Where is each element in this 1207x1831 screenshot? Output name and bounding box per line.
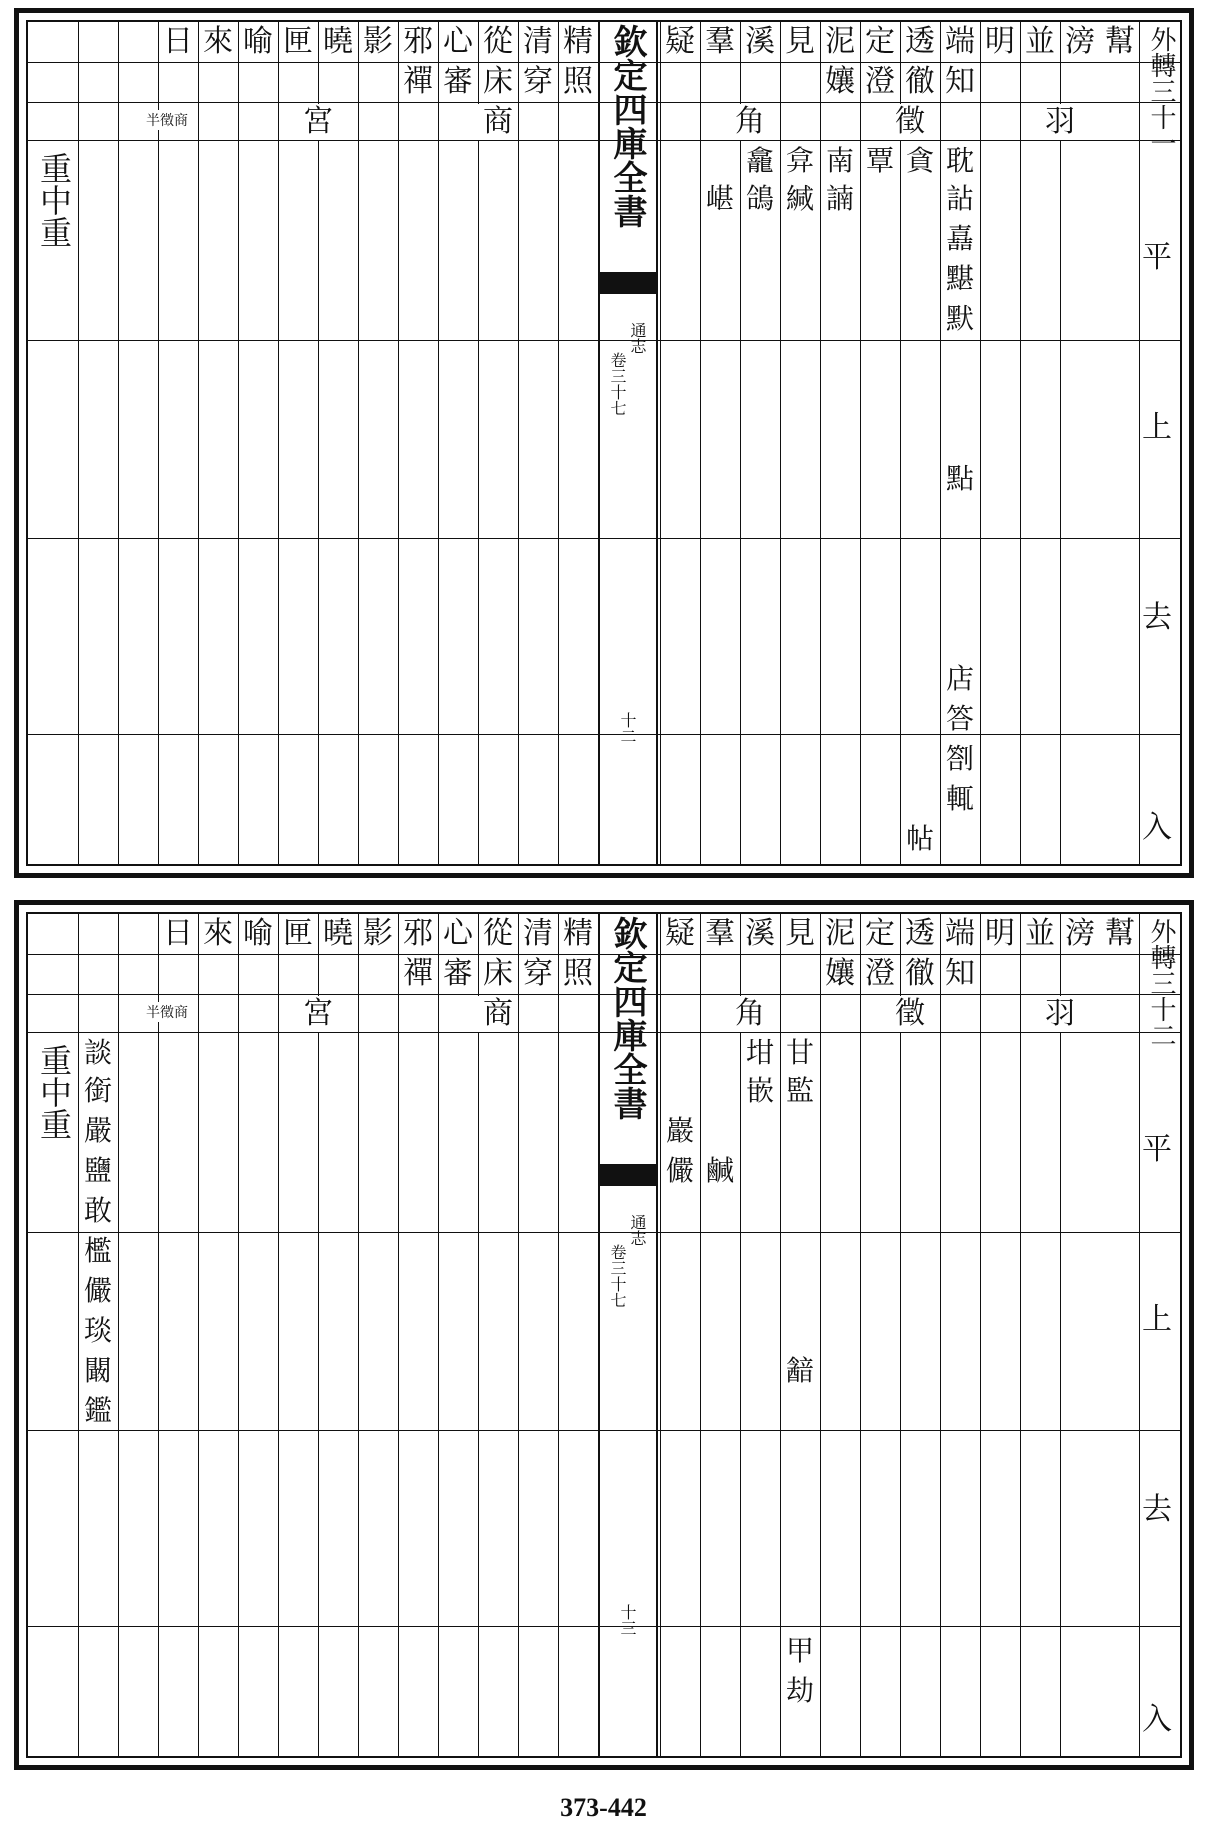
bottom-initial: 疑 <box>665 916 695 951</box>
top-cell: 覃 <box>865 144 894 177</box>
bottom-initial: 匣 <box>283 916 313 951</box>
top-header-rule <box>28 62 1180 63</box>
bottom-tone-group: 徵 <box>890 996 930 1032</box>
bottom-initial: 日 <box>163 916 193 951</box>
top-col <box>660 22 700 864</box>
top-tone-group-half: 半徵商 <box>146 110 188 130</box>
top-fish-tail <box>600 272 656 294</box>
top-col <box>1060 22 1100 864</box>
bottom-col <box>238 914 278 1756</box>
bottom-initial: 羣 <box>705 916 735 951</box>
top-initial: 匣 <box>283 24 313 59</box>
bottom-book-title: 欽定四庫全書 <box>607 916 647 1120</box>
top-initial: 端 <box>945 24 975 59</box>
bottom-initial: 滂 <box>1065 916 1095 951</box>
bottom-col <box>1060 914 1100 1756</box>
bottom-cell: 檻 <box>83 1234 112 1267</box>
top-cell: 貪 <box>905 144 934 177</box>
top-col <box>1020 22 1060 864</box>
bottom-cell: 甘 <box>785 1036 814 1069</box>
bottom-rhyme-table <box>14 900 1194 1770</box>
bottom-initial-lower: 澄 <box>865 956 895 991</box>
bottom-cell: 坩 <box>745 1036 774 1069</box>
bottom-initial: 心 <box>443 916 473 951</box>
bottom-cell: 闞 <box>83 1354 112 1387</box>
top-col <box>518 22 558 864</box>
top-initial-lower: 澄 <box>865 64 895 99</box>
top-tone-rule <box>28 538 1180 539</box>
bottom-initial: 明 <box>985 916 1015 951</box>
bottom-initial-lower: 照 <box>563 956 593 991</box>
top-cell: 龕 <box>745 144 774 177</box>
top-initial: 影 <box>363 24 393 59</box>
top-initial: 心 <box>443 24 473 59</box>
bottom-leaf-number: 十三 <box>618 1604 637 1636</box>
bottom-cell: 儼 <box>83 1274 112 1307</box>
bottom-initial: 並 <box>1025 916 1055 951</box>
top-rhyme-table <box>14 8 1194 878</box>
bottom-tone-rule <box>28 1232 1180 1233</box>
top-col <box>358 22 398 864</box>
top-initial: 日 <box>163 24 193 59</box>
top-cell: 南 <box>825 144 854 177</box>
bottom-tone-group: 商 <box>478 996 518 1032</box>
top-cell: 店 <box>945 662 974 695</box>
page-number: 373-442 <box>560 1793 647 1822</box>
top-col <box>78 22 118 864</box>
bottom-col <box>518 914 558 1756</box>
bottom-initial: 邪 <box>403 916 433 951</box>
bottom-initial: 曉 <box>323 916 353 951</box>
bottom-cell: 談 <box>83 1036 112 1069</box>
bottom-col <box>398 914 438 1756</box>
top-table-frame <box>26 20 1182 866</box>
top-initial: 溪 <box>745 24 775 59</box>
bottom-initial-lower: 禪 <box>403 956 433 991</box>
top-cell: 帖 <box>905 822 934 855</box>
bottom-initial: 溪 <box>745 916 775 951</box>
top-col <box>700 22 740 864</box>
top-header-rule <box>28 102 1180 103</box>
bottom-header-rule <box>28 954 1180 955</box>
top-leaf-number: 十二 <box>618 712 637 744</box>
top-col <box>558 22 598 864</box>
top-tone-shang: 上 <box>1142 410 1172 445</box>
top-col <box>438 22 478 864</box>
top-tone-qu: 去 <box>1142 600 1172 635</box>
bottom-tone-shang: 上 <box>1142 1302 1172 1337</box>
bottom-col <box>660 914 700 1756</box>
top-tone-rule <box>28 340 1180 341</box>
bottom-initial: 精 <box>563 916 593 951</box>
top-cell: 默 <box>945 302 974 335</box>
bottom-juan: 卷三十七 <box>608 1244 627 1308</box>
top-col <box>980 22 1020 864</box>
bottom-initial-lower: 床 <box>483 956 513 991</box>
top-col <box>118 22 158 864</box>
bottom-cell: 鹽 <box>83 1154 112 1187</box>
top-tone-group: 商 <box>478 104 518 140</box>
bottom-tone-group: 羽 <box>1040 996 1080 1032</box>
bottom-initial: 見 <box>785 916 815 951</box>
top-cell: 詀 <box>945 182 974 215</box>
top-initial: 曉 <box>323 24 353 59</box>
bottom-initial: 幫 <box>1105 916 1135 951</box>
top-initial: 清 <box>523 24 553 59</box>
bottom-cell: 鑑 <box>83 1394 112 1427</box>
bottom-cell: 監 <box>785 1074 814 1107</box>
top-initial: 喻 <box>243 24 273 59</box>
bottom-col <box>118 914 158 1756</box>
bottom-col <box>158 914 198 1756</box>
bottom-cell: 韽 <box>785 1354 814 1387</box>
bottom-initial: 來 <box>203 916 233 951</box>
top-initial-lower: 知 <box>945 64 975 99</box>
top-initial: 見 <box>785 24 815 59</box>
bottom-tone-group: 角 <box>730 996 770 1032</box>
top-cell: 弇 <box>785 144 814 177</box>
top-initial: 從 <box>483 24 513 59</box>
top-col <box>318 22 358 864</box>
top-cell: 鴿 <box>745 182 774 215</box>
bottom-col <box>940 914 980 1756</box>
bottom-header-rule <box>28 994 1180 995</box>
bottom-chart-label: 外轉三十二 <box>1146 918 1176 1048</box>
top-cell: 劄 <box>945 742 974 775</box>
top-juan: 卷三十七 <box>608 352 627 416</box>
bottom-initial: 喻 <box>243 916 273 951</box>
bottom-label-divider <box>1139 914 1140 1756</box>
bottom-initial: 透 <box>905 916 935 951</box>
top-col <box>238 22 278 864</box>
top-initial: 來 <box>203 24 233 59</box>
bottom-margin-note: 通志 <box>628 1214 647 1246</box>
top-col <box>198 22 238 864</box>
top-tone-group: 宮 <box>298 104 338 140</box>
top-initial-lower: 床 <box>483 64 513 99</box>
bottom-initial: 泥 <box>825 916 855 951</box>
top-initial: 邪 <box>403 24 433 59</box>
top-initial-lower: 穿 <box>523 64 553 99</box>
top-initial: 定 <box>865 24 895 59</box>
top-initial-lower: 審 <box>443 64 473 99</box>
top-cell: 諵 <box>825 182 854 215</box>
bottom-initial: 影 <box>363 916 393 951</box>
bottom-initial: 端 <box>945 916 975 951</box>
top-initial: 透 <box>905 24 935 59</box>
top-tone-ping: 平 <box>1142 240 1172 275</box>
bottom-col <box>900 914 940 1756</box>
bottom-tone-ping: 平 <box>1142 1132 1172 1167</box>
bottom-col <box>700 914 740 1756</box>
top-cell: 點 <box>945 462 974 495</box>
bottom-col <box>820 914 860 1756</box>
top-chart-label: 外轉三十一 <box>1146 26 1176 156</box>
bottom-table-frame <box>26 912 1182 1758</box>
bottom-cell: 甲 <box>785 1634 814 1667</box>
top-tone-group: 羽 <box>1040 104 1080 140</box>
bottom-cell: 儼 <box>665 1154 694 1187</box>
top-initial: 精 <box>563 24 593 59</box>
bottom-col <box>860 914 900 1756</box>
top-initial-lower: 禪 <box>403 64 433 99</box>
top-left-label: 重中重 <box>35 152 73 248</box>
top-tone-group: 角 <box>730 104 770 140</box>
top-cell: 嚞 <box>945 222 974 255</box>
top-cell: 嵁 <box>705 182 734 215</box>
bottom-cell: 敢 <box>83 1194 112 1227</box>
bottom-tone-rule <box>28 1430 1180 1431</box>
bottom-col <box>278 914 318 1756</box>
top-col <box>158 22 198 864</box>
top-initial-lower: 照 <box>563 64 593 99</box>
bottom-initial-lower: 徹 <box>905 956 935 991</box>
bottom-cell: 琰 <box>83 1314 112 1347</box>
bottom-cell: 嚴 <box>83 1114 112 1147</box>
top-cell: 黮 <box>945 262 974 295</box>
top-cell: 耽 <box>945 144 974 177</box>
top-col <box>278 22 318 864</box>
top-tone-ru: 入 <box>1142 810 1172 845</box>
bottom-header-rule <box>28 1032 1180 1033</box>
bottom-fish-tail <box>600 1164 656 1186</box>
top-initial: 幫 <box>1105 24 1135 59</box>
top-initial: 滂 <box>1065 24 1095 59</box>
top-initial: 羣 <box>705 24 735 59</box>
bottom-col <box>198 914 238 1756</box>
bottom-cell: 嵌 <box>745 1074 774 1107</box>
top-header-rule <box>28 140 1180 141</box>
top-book-title: 欽定四庫全書 <box>607 24 647 228</box>
bottom-col <box>358 914 398 1756</box>
top-initial: 明 <box>985 24 1015 59</box>
bottom-left-label: 重中重 <box>35 1044 73 1140</box>
top-cell: 答 <box>945 702 974 735</box>
top-tone-group: 徵 <box>890 104 930 140</box>
top-initial: 疑 <box>665 24 695 59</box>
top-cell: 輒 <box>945 782 974 815</box>
bottom-initial-lower: 孃 <box>825 956 855 991</box>
bottom-tone-rule <box>28 1626 1180 1627</box>
bottom-tone-group: 宮 <box>298 996 338 1032</box>
bottom-initial: 清 <box>523 916 553 951</box>
bottom-tone-group-half: 半徵商 <box>146 1002 188 1022</box>
bottom-cell: 銜 <box>83 1074 112 1107</box>
bottom-col <box>318 914 358 1756</box>
top-col <box>398 22 438 864</box>
bottom-tone-qu: 去 <box>1142 1492 1172 1527</box>
bottom-initial-lower: 穿 <box>523 956 553 991</box>
bottom-tone-ru: 入 <box>1142 1702 1172 1737</box>
top-initial-lower: 孃 <box>825 64 855 99</box>
top-cell: 緘 <box>785 182 814 215</box>
bottom-center-spine <box>598 914 658 1756</box>
top-tone-rule <box>28 734 1180 735</box>
top-margin-note: 通志 <box>628 322 647 354</box>
bottom-col <box>478 914 518 1756</box>
top-label-divider <box>1139 22 1140 864</box>
bottom-initial-lower: 知 <box>945 956 975 991</box>
top-initial: 並 <box>1025 24 1055 59</box>
bottom-col <box>980 914 1020 1756</box>
top-initial-lower: 徹 <box>905 64 935 99</box>
bottom-col <box>1020 914 1060 1756</box>
bottom-col <box>558 914 598 1756</box>
bottom-initial: 定 <box>865 916 895 951</box>
bottom-initial: 從 <box>483 916 513 951</box>
bottom-cell: 鹹 <box>705 1154 734 1187</box>
bottom-cell: 劫 <box>785 1674 814 1707</box>
bottom-initial-lower: 審 <box>443 956 473 991</box>
top-center-spine <box>598 22 658 864</box>
top-initial: 泥 <box>825 24 855 59</box>
bottom-col <box>438 914 478 1756</box>
top-col <box>478 22 518 864</box>
bottom-cell: 巖 <box>665 1114 694 1147</box>
